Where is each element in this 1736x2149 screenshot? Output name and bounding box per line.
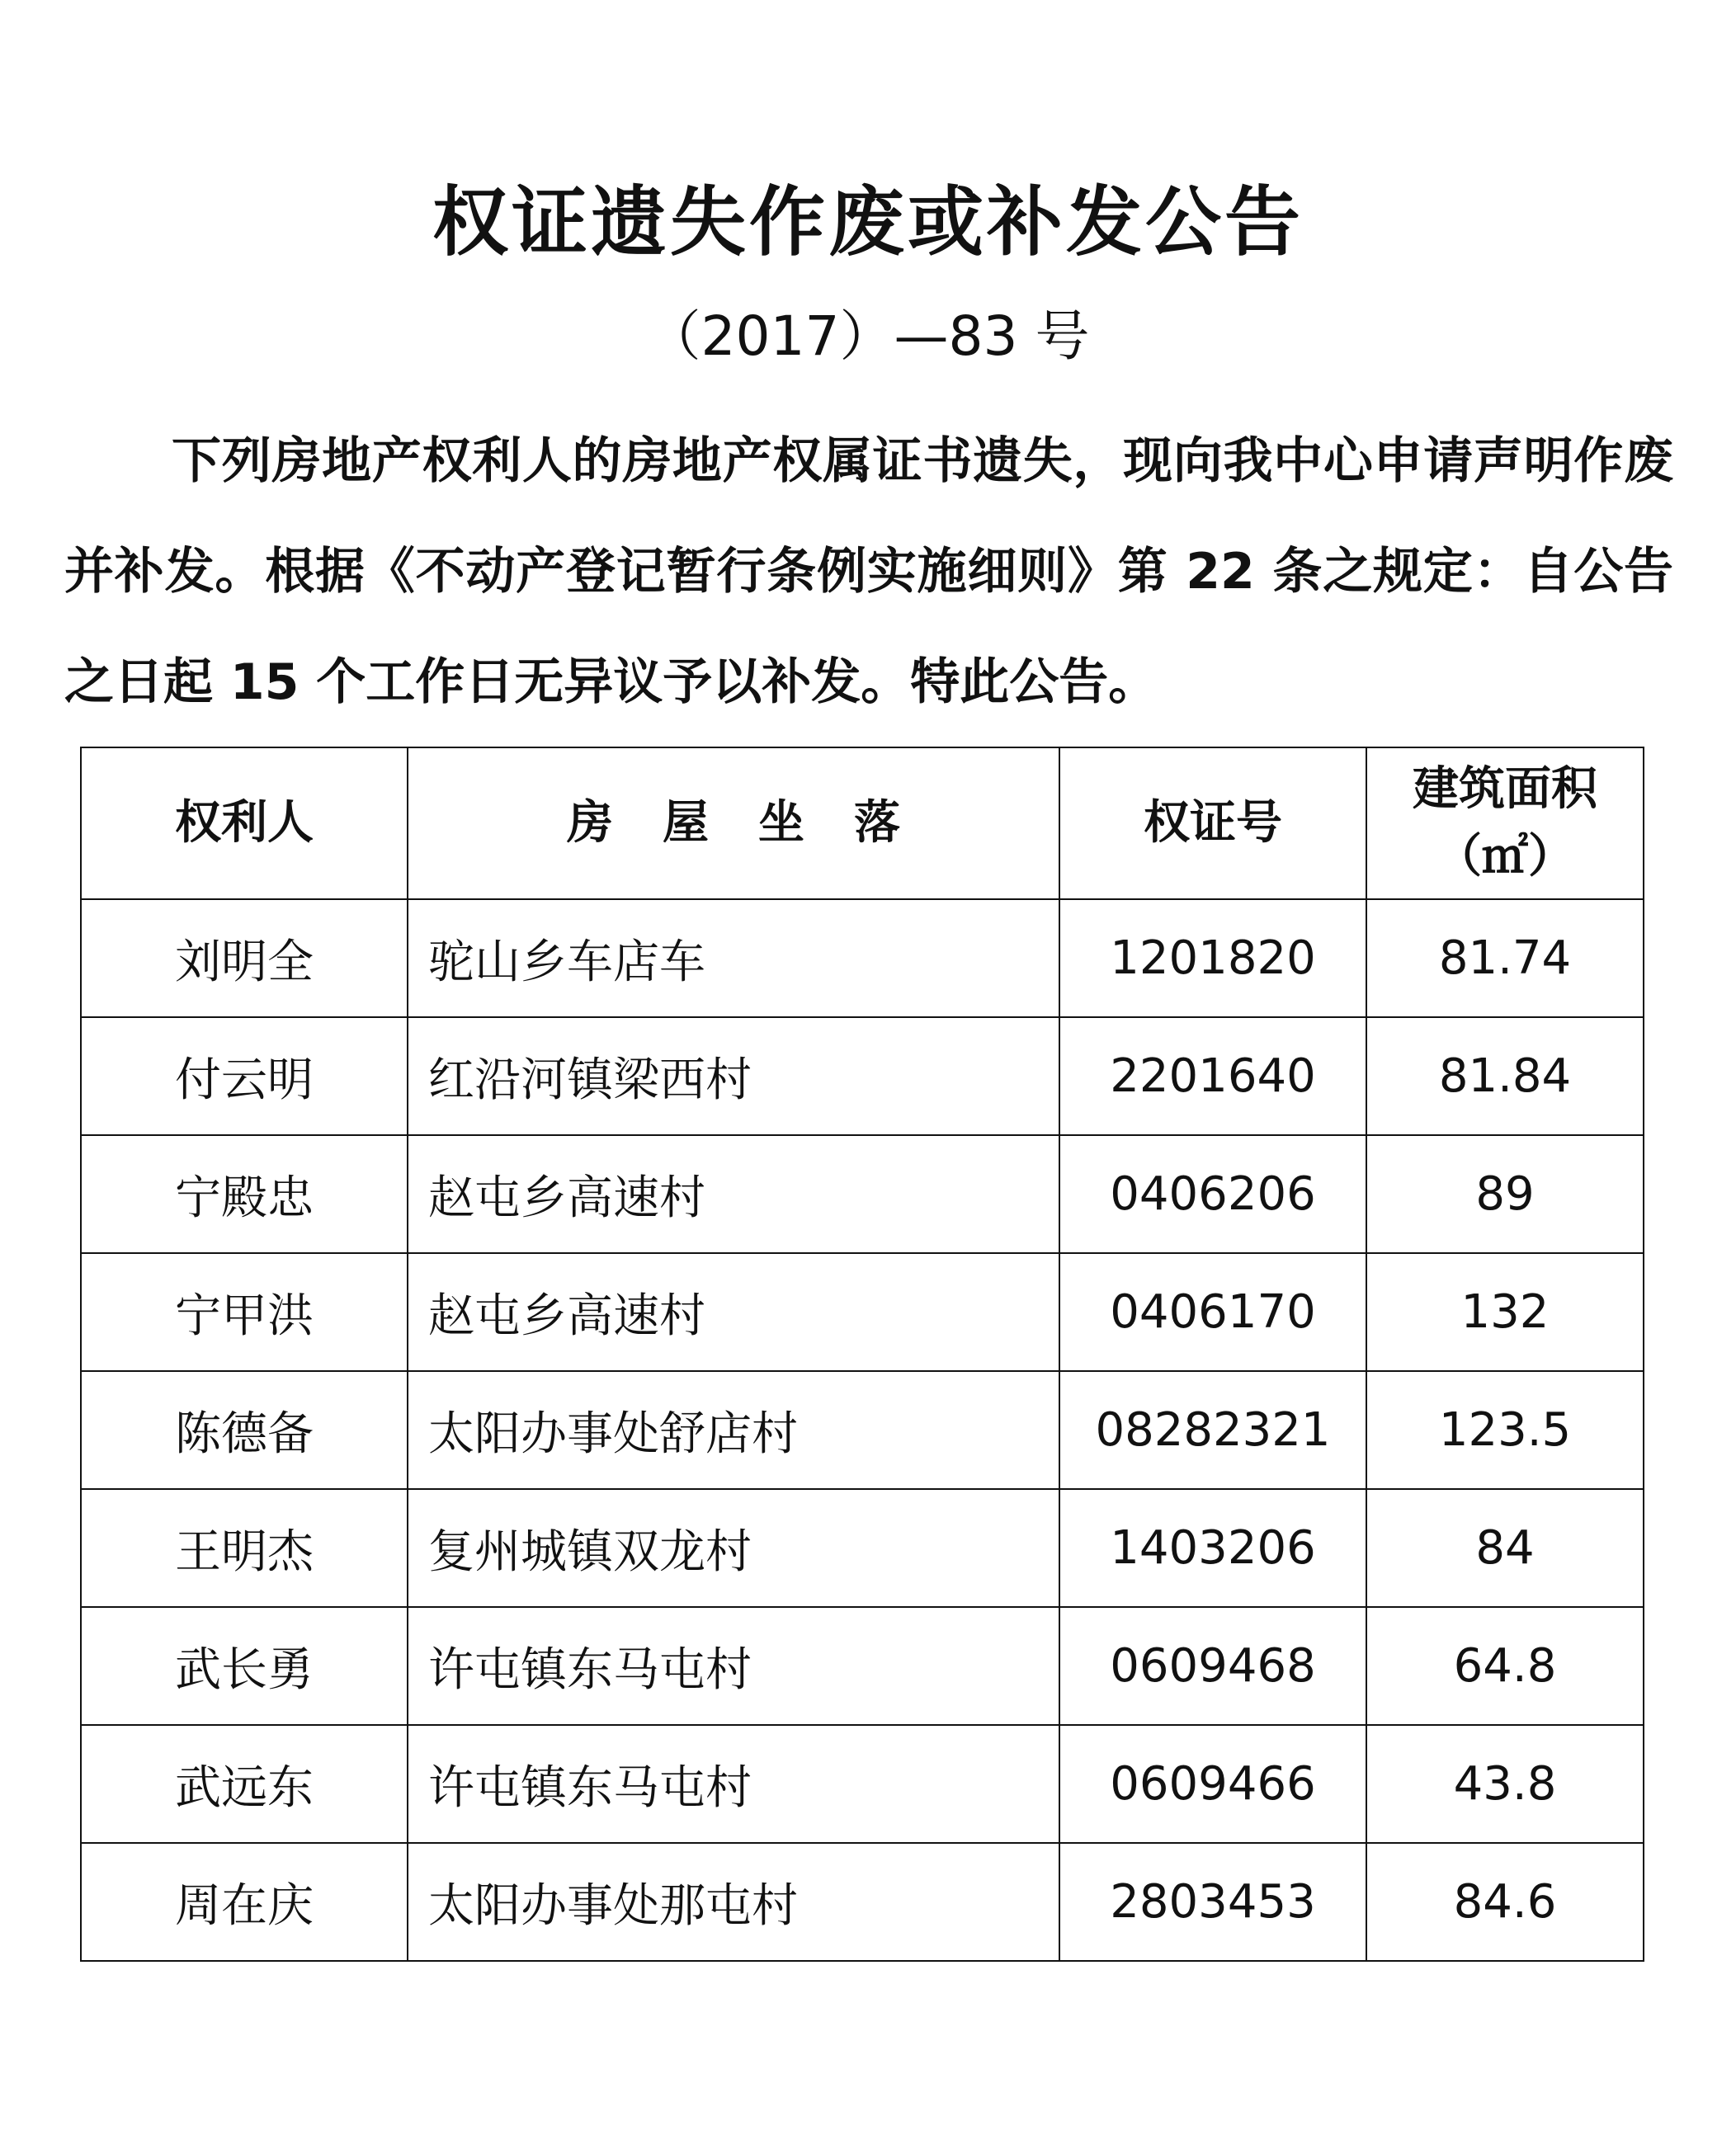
- table-row: [81, 899, 1644, 1017]
- table-row: [81, 1371, 1644, 1489]
- owner-cell: 刘明全: [81, 899, 408, 1017]
- cert-no-cell: 2201640: [1059, 1017, 1366, 1135]
- location-cell: 太阳办事处舒店村: [408, 1371, 1059, 1489]
- notice-number: （2017）—83 号: [646, 304, 1090, 368]
- cert-no-cell: 0609468: [1059, 1607, 1366, 1725]
- area-cell: 123.5: [1366, 1371, 1644, 1489]
- cert-no-cell: 1201820: [1059, 899, 1366, 1017]
- location-cell: 许屯镇东马屯村: [408, 1607, 1059, 1725]
- area-cell: 84.6: [1366, 1843, 1644, 1961]
- owner-cell: 武长勇: [81, 1607, 408, 1725]
- owner-cell: 陈德备: [81, 1371, 408, 1489]
- header-area-label: 建筑面积: [1413, 762, 1597, 816]
- cert-no-cell: 0609466: [1059, 1725, 1366, 1843]
- location-cell: 太阳办事处那屯村: [408, 1843, 1059, 1961]
- area-cell: 89: [1366, 1135, 1644, 1253]
- header-location-label: 房屋坐落: [567, 796, 950, 850]
- header-cert-no: 权证号: [1059, 747, 1366, 899]
- location-cell: 驼山乡车店车: [408, 899, 1059, 1017]
- header-location: [408, 747, 1059, 899]
- table-row: [81, 1253, 1644, 1371]
- table-row: [81, 1017, 1644, 1135]
- area-cell: 132: [1366, 1253, 1644, 1371]
- owner-cell: 周在庆: [81, 1843, 408, 1961]
- cert-no-cell: 0406206: [1059, 1135, 1366, 1253]
- location-cell: 许屯镇东马屯村: [408, 1725, 1059, 1843]
- location-cell: 赵屯乡高速村: [408, 1253, 1059, 1371]
- area-cell: 64.8: [1366, 1607, 1644, 1725]
- area-cell: 84: [1366, 1489, 1644, 1607]
- area-cell: 43.8: [1366, 1725, 1644, 1843]
- owner-cell: 王明杰: [81, 1489, 408, 1607]
- owner-cell: 宁殿忠: [81, 1135, 408, 1253]
- table-row: [81, 1725, 1644, 1843]
- location-cell: 复州城镇双龙村: [408, 1489, 1059, 1607]
- header-area-unit: （㎡）: [1436, 830, 1574, 884]
- cert-no-cell: 0406170: [1059, 1253, 1366, 1371]
- cert-no-cell: 2803453: [1059, 1843, 1366, 1961]
- table-row: [81, 1489, 1644, 1607]
- cert-no-cell: 08282321: [1059, 1371, 1366, 1489]
- owner-cell: 武远东: [81, 1725, 408, 1843]
- table-row: [81, 1607, 1644, 1725]
- table-row: [81, 1843, 1644, 1961]
- table-row: [81, 1135, 1644, 1253]
- area-cell: 81.74: [1366, 899, 1644, 1017]
- notice-title: 权证遗失作废或补发公告: [432, 178, 1304, 266]
- area-cell: 81.84: [1366, 1017, 1644, 1135]
- owner-cell: 宁甲洪: [81, 1253, 408, 1371]
- table-header-row: [81, 747, 1644, 899]
- location-cell: 赵屯乡高速村: [408, 1135, 1059, 1253]
- owner-cell: 付云明: [81, 1017, 408, 1135]
- notice-body: 下列房地产权利人的房地产权属证书遗失，现向我中心申请声明作废并补发。根据《不动产登记暂行条例实施细则》第 22 条之规定：自公告之日起 15 个工作日无异议予以补发。特此公告。: [64, 432, 1673, 711]
- header-area: [1366, 747, 1644, 899]
- location-cell: 红沿河镇梁西村: [408, 1017, 1059, 1135]
- loss-notice-table: [80, 747, 1644, 1962]
- cert-no-cell: 1403206: [1059, 1489, 1366, 1607]
- header-owner: 权利人: [81, 747, 408, 899]
- table-body: [81, 899, 1644, 1961]
